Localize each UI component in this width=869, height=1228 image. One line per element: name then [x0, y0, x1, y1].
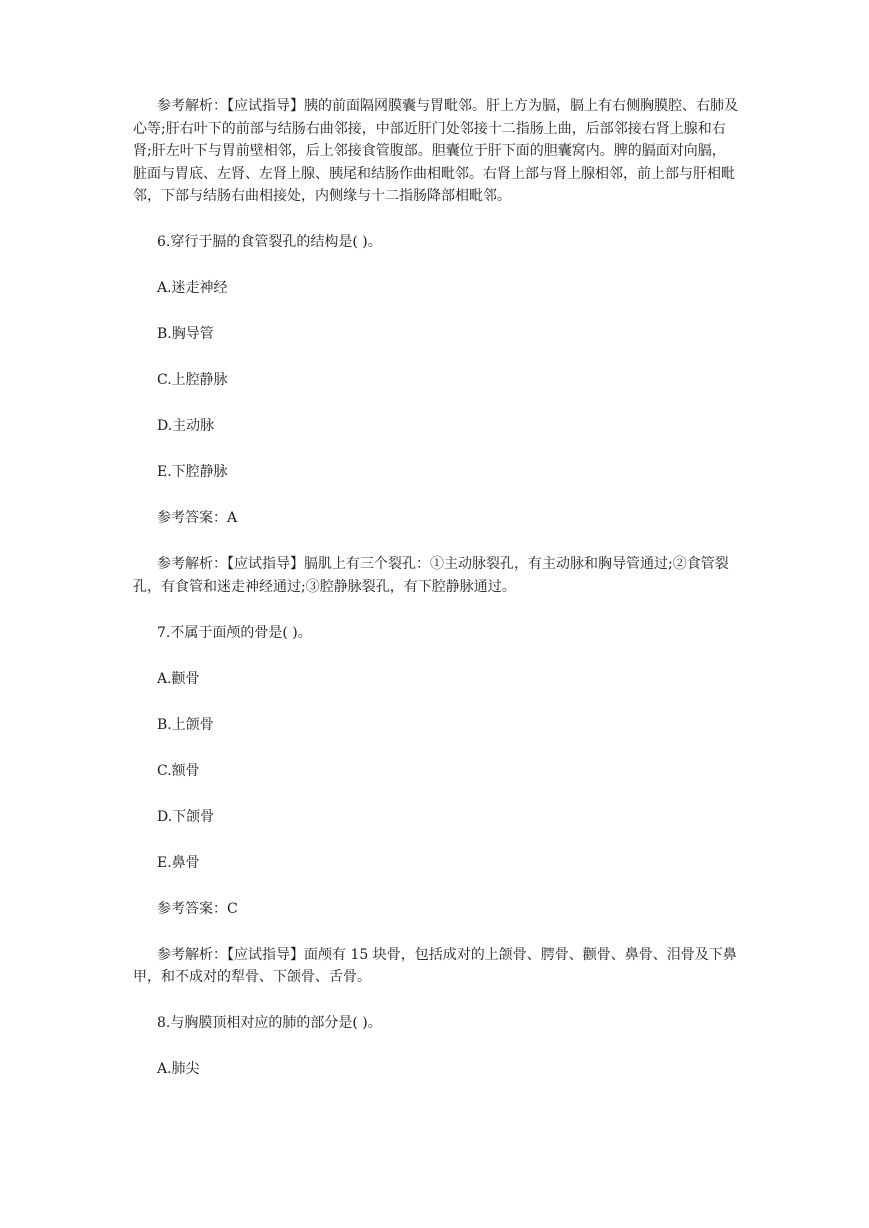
option-b: B.上颌骨: [157, 716, 214, 733]
option-a: A.颧骨: [157, 670, 200, 687]
question-8: 8.与胸膜顶相对应的肺的部分是( )。: [157, 1015, 382, 1031]
question-6: 6.穿行于膈的食管裂孔的结构是( )。: [157, 234, 382, 250]
option-d: D.主动脉: [157, 418, 215, 434]
option-b: B.胸导管: [157, 326, 214, 342]
analysis-paragraph: 参考解析：【应试指导】胰的前面隔网膜囊与胃毗邻。肝上方为膈，膈上有右侧胸膜腔、右肺及心等;肝右叶下的前部与结肠右曲邻接，中部近肝门处邻接十二指肠上曲，后部邻接右肾上腺和右肾;肝左叶下与胃前壁相邻，后上邻接食管腹部。胆囊位于肝下面的胆囊窝内。脾的膈面对向膈，脏面与胃底、左肾、左肾上腺、胰尾和结肠作曲相毗邻。右肾上部与肾上腺相邻，前上部与肝相毗邻，下部与结肠右曲相接处，内侧缘与十二指肠降部相毗邻。: [133, 98, 738, 204]
option-c: C.额骨: [157, 762, 200, 779]
analysis-paragraph: 参考解析：【应试指导】膈肌上有三个裂孔：①主动脉裂孔，有主动脉和胸导管通过;②食管裂孔，有食管和迷走神经通过;③腔静脉裂孔，有下腔静脉通过。: [133, 556, 729, 595]
analysis-paragraph: 参考解析：【应试指导】面颅有 15 块骨，包括成对的上颌骨、腭骨、颧骨、鼻骨、泪骨及下鼻甲，和不成对的犁骨、下颌骨、舌骨。: [133, 946, 737, 985]
option-e: E.鼻骨: [157, 854, 200, 871]
answer-6: 参考答案：A: [157, 510, 238, 526]
option-c: C.上腔静脉: [157, 372, 228, 388]
option-d: D.下颌骨: [157, 808, 215, 825]
document-page: [133, 95, 738, 1081]
question-7: 7.不属于面颅的骨是( )。: [157, 624, 312, 641]
option-a: A.肺尖: [157, 1061, 200, 1077]
option-a: A.迷走神经: [157, 280, 228, 296]
answer-7: 参考答案：C: [157, 900, 238, 917]
option-e: E.下腔静脉: [157, 464, 228, 480]
